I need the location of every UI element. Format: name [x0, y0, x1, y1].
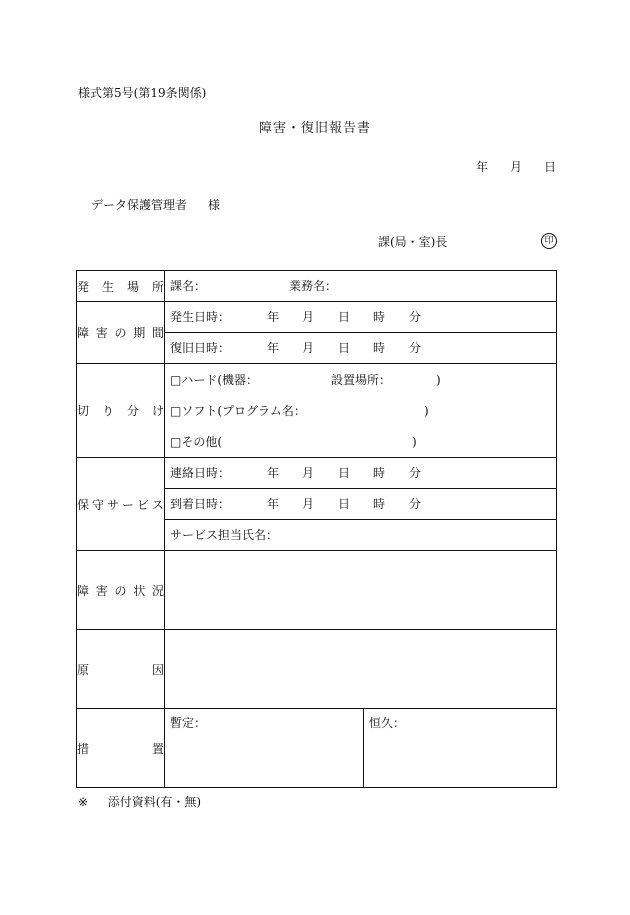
- permanent-measure-label: 恒久：: [369, 716, 406, 730]
- measures-label-text: [77, 740, 164, 757]
- date-day-label: 日: [544, 160, 557, 174]
- label-char: 切: [77, 404, 90, 418]
- permanent-measure-field[interactable]: [364, 709, 557, 788]
- label-char: 害: [95, 583, 108, 598]
- measures-label: [77, 709, 165, 788]
- label-char: サ: [106, 497, 119, 512]
- date-year-label: 年: [476, 160, 489, 174]
- label-char: 間: [151, 326, 164, 340]
- row-maintenance-contact: [77, 458, 557, 489]
- label-char: 状: [133, 583, 146, 598]
- rec-hour-unit: 時: [373, 341, 386, 355]
- arrival-datetime-field[interactable]: [165, 489, 557, 520]
- label-char: 害: [95, 326, 108, 340]
- service-staff-field[interactable]: [165, 520, 557, 551]
- hardware-close-paren: ): [436, 373, 441, 387]
- con-minute-unit: 分: [409, 466, 422, 480]
- attachments-label: 添付資料(有・無): [107, 795, 202, 809]
- other-close-paren: ): [412, 435, 417, 449]
- label-char: 保: [77, 497, 90, 512]
- recovery-datetime-field[interactable]: [165, 333, 557, 364]
- label-char: 分: [126, 404, 139, 418]
- label-char: ー: [121, 497, 134, 512]
- temporary-measure-label: 暫定：: [170, 716, 207, 730]
- occ-day-unit: 日: [338, 310, 351, 324]
- arr-year-unit: 年: [267, 497, 280, 511]
- recovery-datetime-label: 復旧日時：: [170, 341, 231, 355]
- rec-day-unit: 日: [338, 341, 351, 355]
- isolation-options: [165, 364, 557, 458]
- form-number: 様式第5号(第19条関係): [78, 86, 207, 100]
- arr-month-unit: 月: [302, 497, 315, 511]
- label-char: 措: [77, 741, 90, 756]
- hardware-checkbox-label[interactable]: □ハード(機器：: [170, 373, 259, 387]
- con-day-unit: 日: [338, 466, 351, 480]
- cause-label: [77, 630, 165, 709]
- label-char: 場: [126, 279, 139, 294]
- other-checkbox-label[interactable]: □その他(: [170, 435, 223, 449]
- date-month-label: 月: [510, 160, 523, 174]
- isolation-label: [77, 364, 165, 458]
- status-field[interactable]: [165, 551, 557, 630]
- label-char: 障: [77, 583, 90, 598]
- row-isolation: [77, 364, 557, 458]
- label-char: ビ: [136, 497, 149, 512]
- label-char: 況: [151, 583, 164, 598]
- con-month-unit: 月: [302, 466, 315, 480]
- rec-year-unit: 年: [267, 341, 280, 355]
- occ-minute-unit: 分: [409, 310, 422, 324]
- temporary-measure-field[interactable]: [165, 709, 364, 788]
- contact-datetime-field[interactable]: [165, 458, 557, 489]
- label-char: 期: [133, 326, 146, 340]
- cause-field[interactable]: [165, 630, 557, 709]
- label-char: 発: [77, 279, 90, 294]
- label-char: 障: [77, 326, 90, 340]
- location-label-text: [77, 278, 164, 295]
- arr-minute-unit: 分: [409, 497, 422, 511]
- software-checkbox-label[interactable]: □ソフト(プログラム名：: [170, 404, 306, 418]
- addressee-honorific: 様: [208, 198, 221, 212]
- service-staff-label: サービス担当氏名：: [170, 528, 279, 542]
- label-char: 守: [91, 497, 104, 512]
- label-char: ス: [151, 497, 164, 512]
- arrival-datetime-label: 到着日時：: [170, 497, 231, 511]
- row-status: [77, 551, 557, 630]
- status-label: [77, 551, 165, 630]
- note-mark: ※: [78, 795, 89, 809]
- install-location-label: 設置場所：: [331, 373, 392, 387]
- label-char: 所: [151, 279, 164, 294]
- report-form-table: [76, 270, 557, 788]
- location-field[interactable]: [165, 271, 557, 302]
- con-year-unit: 年: [267, 466, 280, 480]
- row-measures: [77, 709, 557, 788]
- occ-month-unit: 月: [302, 310, 315, 324]
- software-close-paren: ): [424, 404, 429, 418]
- occurrence-datetime-field[interactable]: [165, 302, 557, 333]
- label-char: け: [151, 404, 164, 418]
- row-location: [77, 271, 557, 302]
- arr-day-unit: 日: [338, 497, 351, 511]
- row-cause: [77, 630, 557, 709]
- arr-hour-unit: 時: [373, 497, 386, 511]
- label-char: の: [114, 583, 127, 598]
- label-char: の: [114, 326, 127, 340]
- rec-month-unit: 月: [302, 341, 315, 355]
- contact-datetime-label: 連絡日時：: [170, 466, 231, 480]
- section-name-label: 課名：: [170, 279, 207, 293]
- label-char: 生: [101, 279, 114, 294]
- maintenance-label-text: [77, 496, 164, 513]
- occurrence-datetime-label: 発生日時：: [170, 310, 231, 324]
- rec-minute-unit: 分: [409, 341, 422, 355]
- con-hour-unit: 時: [373, 466, 386, 480]
- row-period-occurrence: [77, 302, 557, 333]
- document-title: 障害・復旧報告書: [258, 121, 371, 136]
- isolation-label-text: [77, 402, 164, 419]
- cause-label-text: [77, 661, 164, 678]
- seal-mark: 印: [541, 233, 557, 249]
- maintenance-label: [77, 458, 165, 551]
- label-char: り: [101, 404, 114, 418]
- label-char: 原: [77, 662, 90, 677]
- period-label-text: [77, 324, 164, 341]
- occ-year-unit: 年: [267, 310, 280, 324]
- period-label: [77, 302, 165, 364]
- department-head-label: 課(局・室)長: [378, 235, 448, 249]
- addressee: データ保護管理者: [91, 198, 188, 212]
- label-char: 因: [151, 662, 164, 677]
- status-label-text: [77, 582, 164, 599]
- label-char: 置: [151, 741, 164, 756]
- attachments-note: [78, 795, 201, 809]
- occ-hour-unit: 時: [373, 310, 386, 324]
- task-name-label: 業務名：: [289, 279, 338, 293]
- location-label: [77, 271, 165, 302]
